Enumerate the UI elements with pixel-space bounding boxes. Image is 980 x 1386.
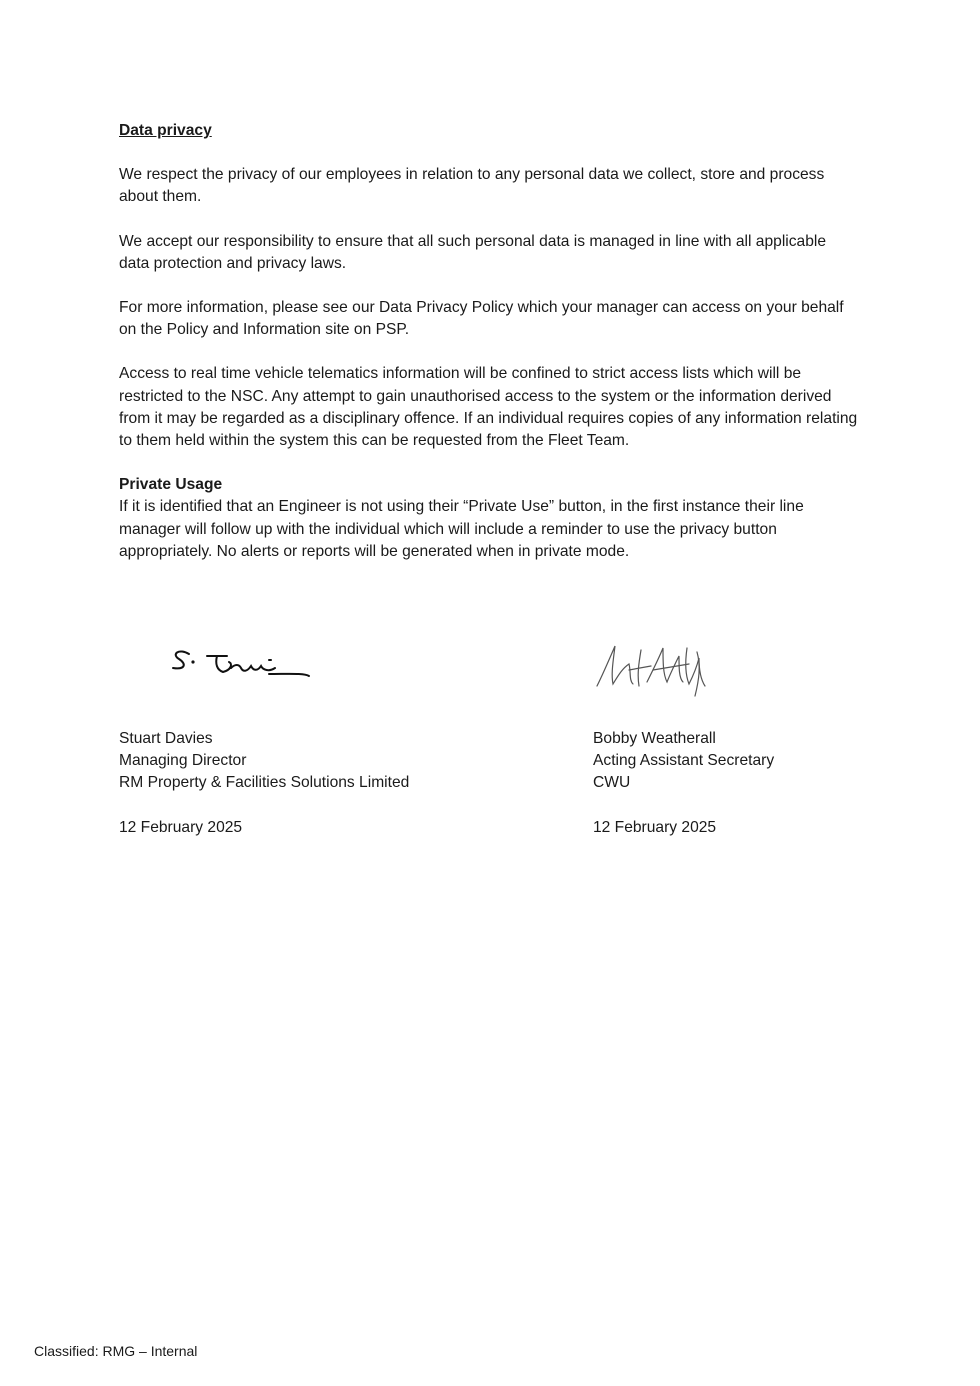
signatory-right-organisation: CWU bbox=[593, 774, 631, 792]
signatory-right-title: Acting Assistant Secretary bbox=[593, 752, 775, 770]
signatory-left-organisation: RM Property & Facilities Solutions Limited bbox=[119, 774, 410, 792]
data-privacy-paragraph-2: We accept our responsibility to ensure that all such personal data is managed in line with all applicable data protection and privacy laws. bbox=[119, 232, 827, 272]
data-privacy-paragraph-3: For more information, please see our Data Privacy Policy which your manager can access on your behalf on the Policy and Information site on PSP. bbox=[119, 299, 844, 339]
signature-image-right bbox=[593, 640, 793, 700]
private-usage-heading: Private Usage bbox=[119, 476, 223, 494]
signatory-left-date: 12 February 2025 bbox=[119, 818, 243, 836]
signatory-left bbox=[119, 640, 409, 839]
signatory-left-title: Managing Director bbox=[119, 752, 247, 770]
signatory-right bbox=[593, 640, 793, 839]
signatory-right-name: Bobby Weatherall bbox=[593, 730, 716, 747]
document-body bbox=[119, 120, 859, 585]
signatory-right-date: 12 February 2025 bbox=[593, 818, 717, 836]
data-privacy-heading: Data privacy bbox=[119, 122, 212, 139]
private-usage-paragraph: If it is identified that an Engineer is not using their “Private Use” button, in the first instance their line manager will follow up with the individual which will include a reminder to use the privacy button appropriately. No alerts or reports will be generated when in private mode. bbox=[119, 498, 804, 560]
data-privacy-paragraph-4: Access to real time vehicle telematics information will be confined to strict access lists which will be restricted to the NSC. Any attempt to gain unauthorised access to the system or the information derived from it may be regarded as a disciplinary offence. If an individual requires copies of any information relating to them held within the system this can be requested from the Fleet Team. bbox=[119, 365, 858, 450]
signatory-left-name: Stuart Davies bbox=[119, 730, 213, 747]
classification-footer: Classified: RMG – Internal bbox=[34, 1343, 198, 1359]
signature-image-left bbox=[119, 640, 319, 700]
data-privacy-paragraph-1: We respect the privacy of our employees in relation to any personal data we collect, store and process about them. bbox=[119, 166, 825, 206]
